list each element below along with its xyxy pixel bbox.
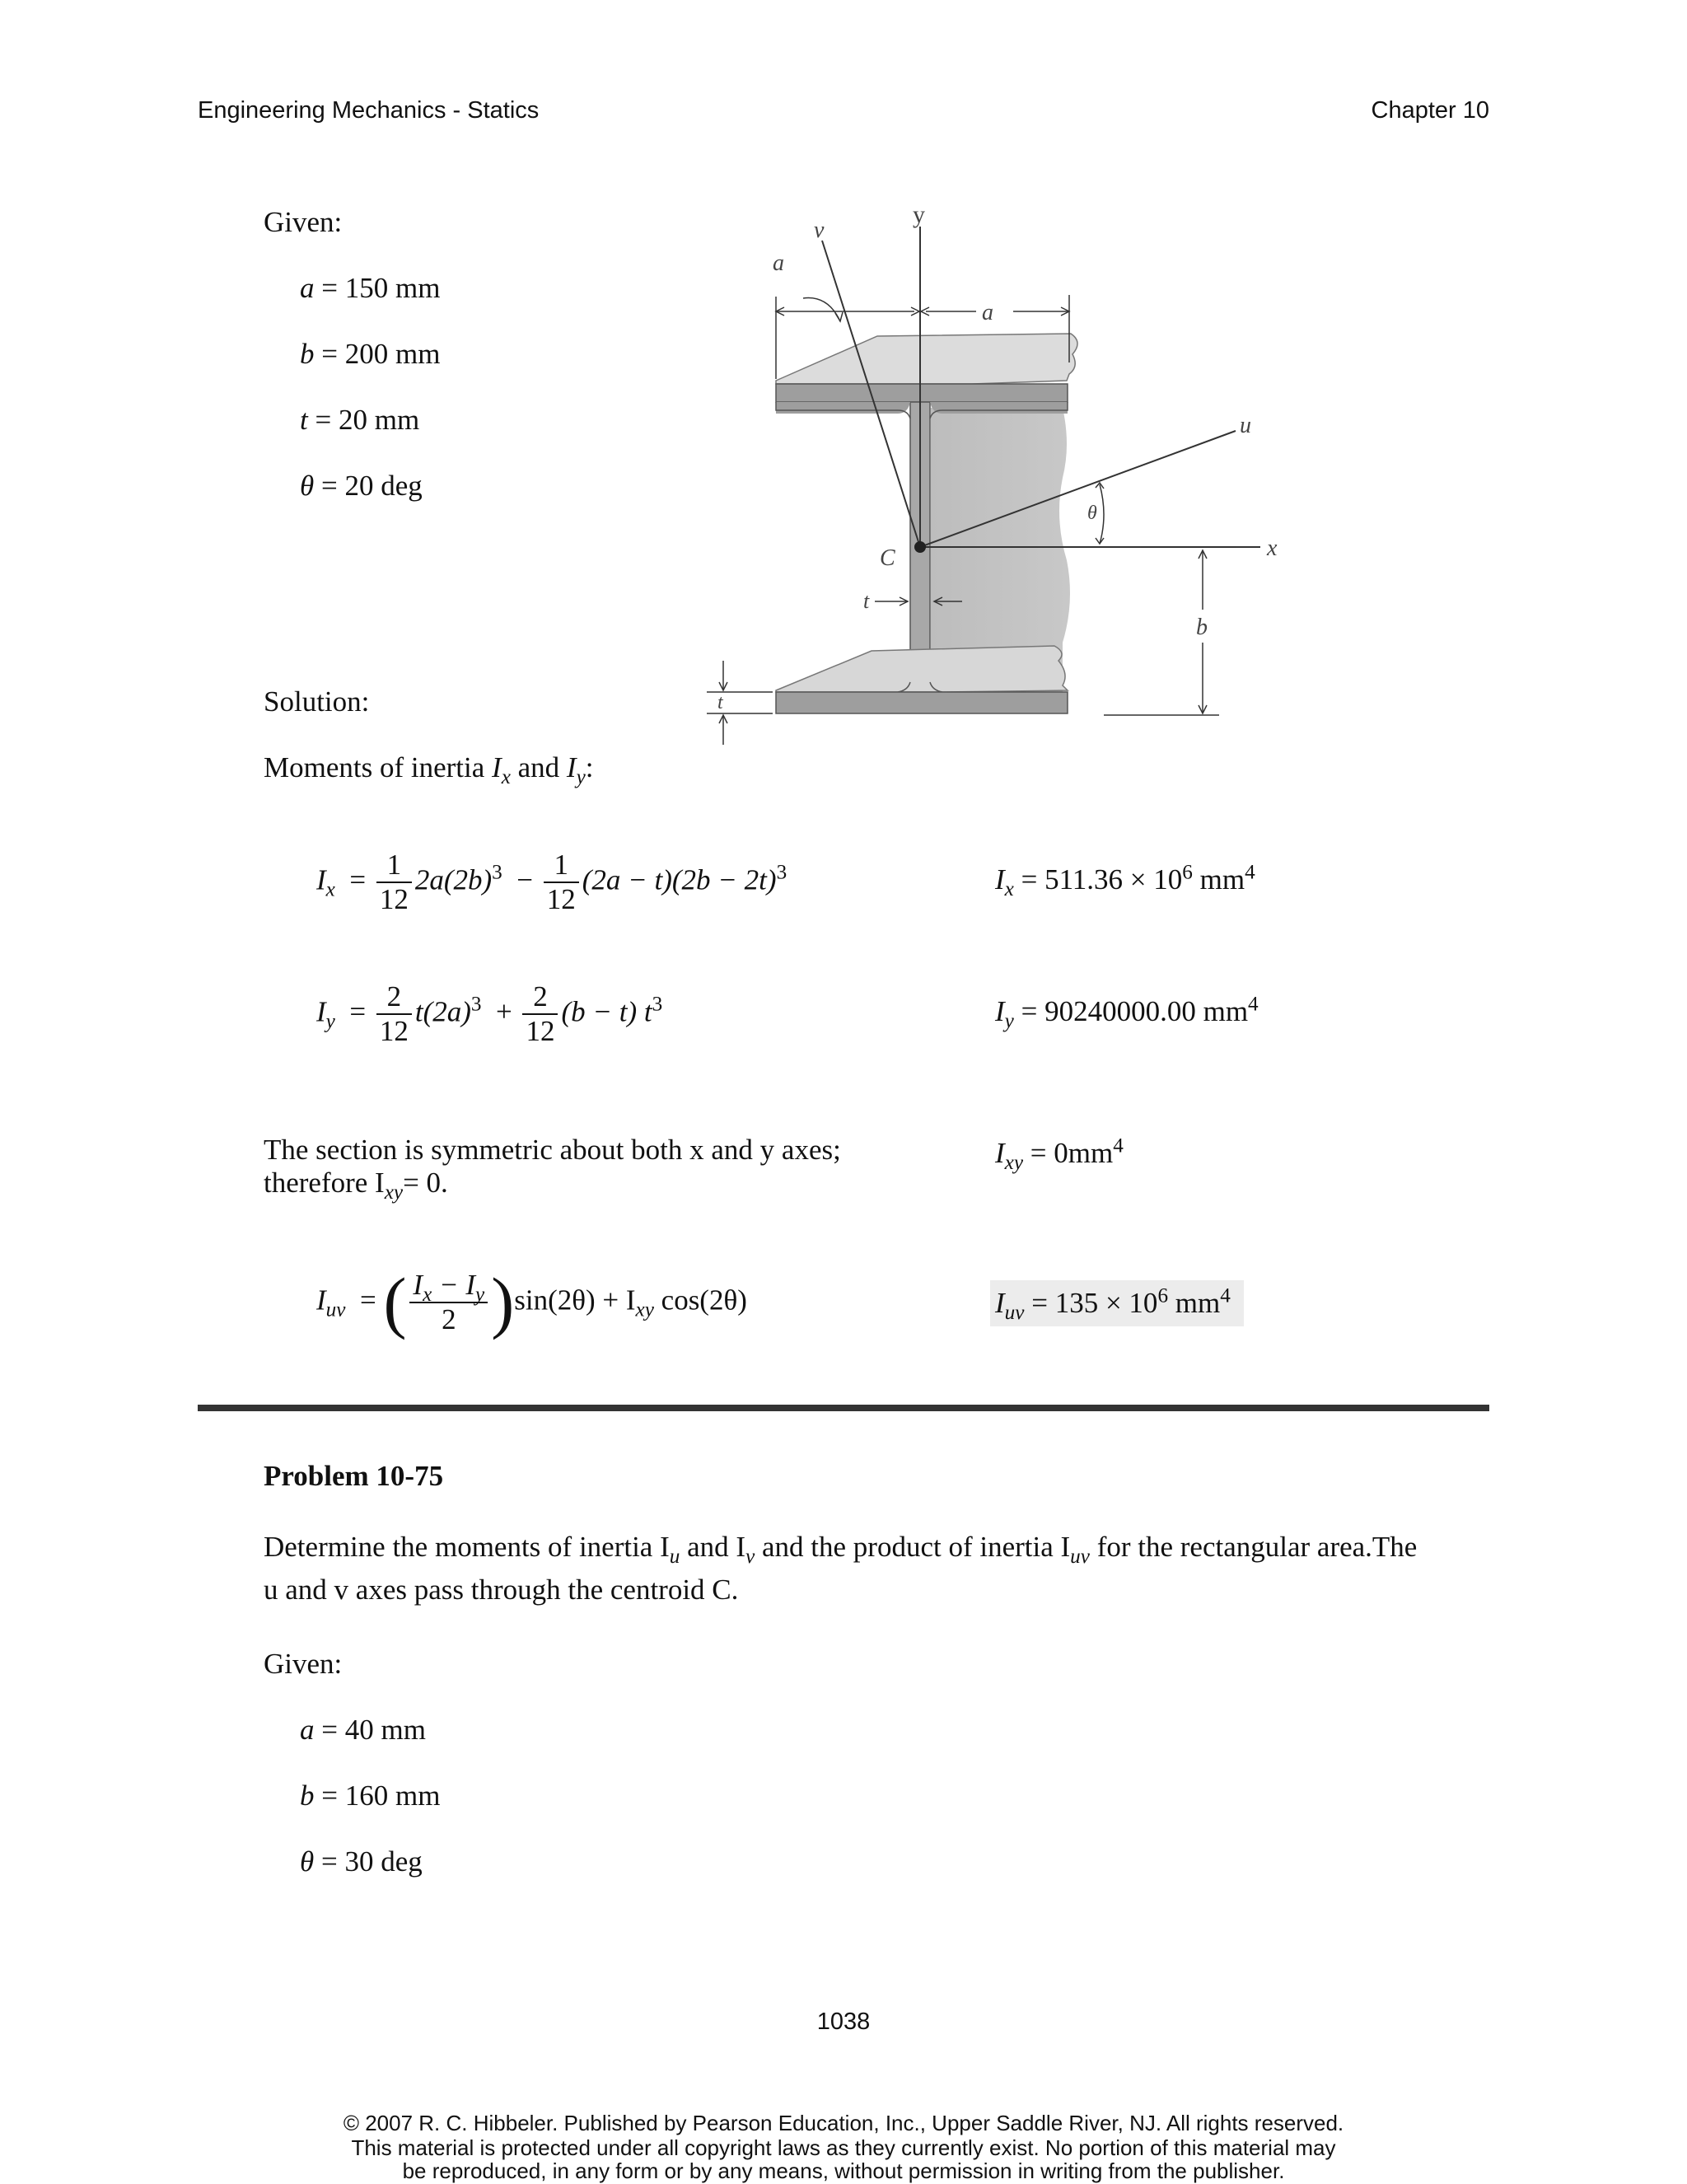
given2-label: Given:	[264, 1648, 343, 1680]
given2-b: b = 160 mm	[300, 1779, 441, 1812]
result-iy: $I_y = 90240000.00$ $mm^4$	[995, 993, 1259, 1032]
problem-statement-line-1: Determine the moments of inertia $I_u$ and $I_v$ and the product of inertia $I_{uv}$ for the rectangular area.The	[264, 1531, 1418, 1568]
moments-intro: Moments of inertia $I_x$ and $I_y$:	[264, 751, 594, 788]
top-flange-top	[776, 334, 1077, 384]
given-label: Given:	[264, 206, 343, 238]
given2-theta: θ = 30 deg	[300, 1845, 423, 1878]
header-chapter: Chapter 10	[1371, 97, 1489, 124]
symmetry-line-2: therefore $I_{xy}= 0$.	[264, 1167, 448, 1204]
label-theta: θ	[1087, 503, 1097, 524]
label-x: x	[1267, 535, 1278, 561]
given-t: t = 20 mm	[300, 404, 420, 436]
given-a: a = 150 mm	[300, 272, 441, 304]
equation-iuv: $I_{uv}$ = ( $\frac{I_x - I_y}{2}$ )$\sin(2\theta) + I_{xy}$ cos(2θ)	[316, 1264, 747, 1341]
label-y: y	[913, 201, 925, 228]
header-book-title: Engineering Mechanics - Statics	[198, 97, 540, 124]
page-number: 1038	[816, 2009, 871, 2035]
label-t-web: t	[863, 589, 870, 613]
result-ix: $I_x = 511.36 \times 10^6$ $mm^4$	[995, 861, 1255, 900]
label-C: C	[880, 545, 895, 571]
i-beam-figure	[692, 198, 1301, 758]
label-t-flange: t	[717, 692, 723, 713]
copyright-line-1: © 2007 R. C. Hibbeler. Published by Pearson Education, Inc., Upper Saddle River, NJ. All rights reserved.	[343, 2111, 1344, 2135]
result-ixy: $I_{xy} = 0mm^4$	[995, 1134, 1124, 1174]
symmetry-line-1: The section is symmetric about both x and y axes;	[264, 1134, 841, 1166]
given-theta: θ = 20 deg	[300, 470, 423, 502]
label-b: b	[1196, 615, 1208, 640]
given2-a: a = 40 mm	[300, 1714, 426, 1746]
label-a-angle: a	[773, 250, 784, 276]
copyright-line-3: be reproduced, in any form or by any means, without permission in writing from the publisher.	[402, 2158, 1285, 2183]
centroid-dot	[914, 541, 926, 553]
top-flange-front	[776, 384, 1068, 402]
equation-iy: $I_y$ = $\frac{2}{12}$ $t(2a)^3$ + $\frac{2}{12}$ (b − t) $t^3$	[316, 980, 663, 1048]
problem-statement-line-2: u and v axes pass through the centroid C.	[264, 1574, 739, 1606]
copyright-line-2: This material is protected under all copyright laws as they currently exist. No portion of this material may	[351, 2135, 1336, 2160]
result-iuv: $I_{uv} = 135 \times 10^6$ $mm^4$	[990, 1280, 1244, 1326]
section-divider	[198, 1405, 1489, 1411]
solution-label: Solution:	[264, 685, 370, 718]
label-v: v	[814, 217, 825, 243]
label-a-dim: a	[982, 300, 993, 325]
bottom-flange-front	[776, 692, 1068, 713]
problem-title: Problem 10-75	[264, 1460, 444, 1492]
given-b: b = 200 mm	[300, 338, 441, 370]
bottom-flange-top	[776, 646, 1068, 692]
equation-ix: $I_x$ = $\frac{1}{12}$ $2a(2b)^3$ − $\frac{1}{12}$ $(2a - t)(2b - 2t)^3$	[316, 849, 787, 916]
label-u: u	[1240, 413, 1251, 438]
